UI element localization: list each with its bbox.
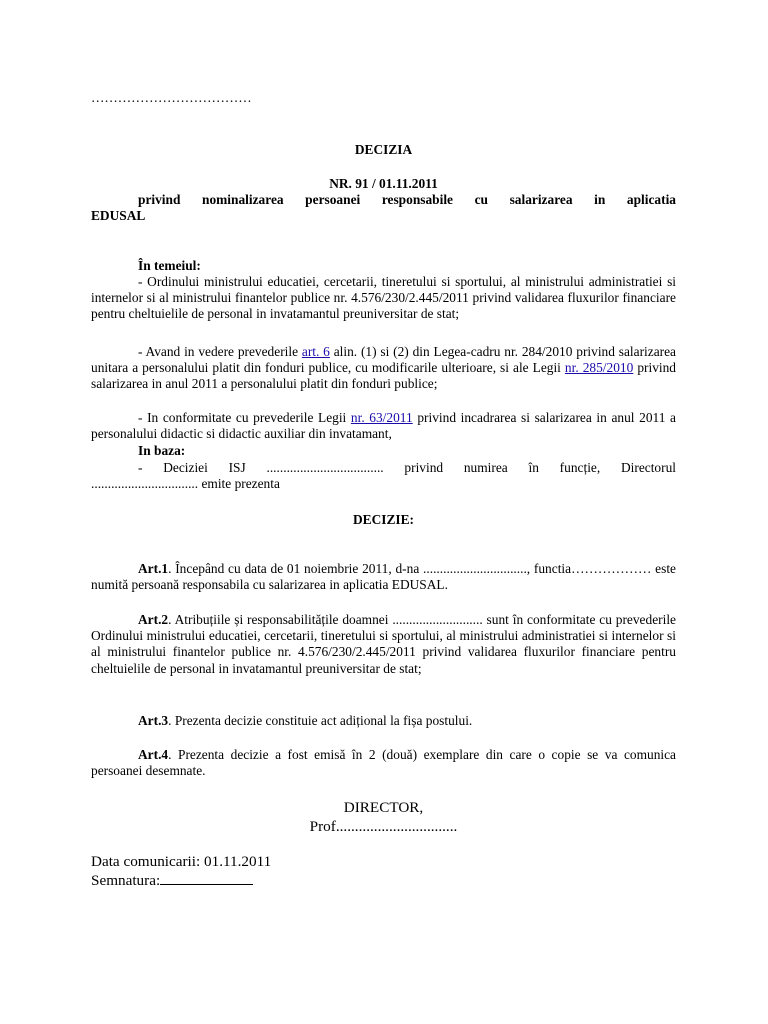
paragraph-legea-cadru [91,344,676,393]
paragraph-ordinul [91,274,676,323]
paragraph-legea-63-b: privind incadrarea si salarizarea in anul 2011 a personalului didactic si didactic auxiliar din invatamant, [91,410,676,442]
link-art-6[interactable]: art. 6 [301,344,330,359]
decision-number: NR. 91 / 01.11.2011 [329,176,438,191]
paragraph-legea-cadru-a: - Avand in vedere prevederile [138,344,302,359]
article-1-label: Art.1 [138,561,169,576]
director-label: DIRECTOR, [343,799,424,816]
paragraph-decizia-isj [91,460,676,492]
article-3-label: Art.3 [138,713,169,728]
semnatura-label: Semnatura: [91,872,161,889]
article-2-label: Art.2 [138,612,169,627]
paragraph-decizia-isj-line-1: - Deciziei ISJ ................................... privind numirea în funcție, Directorul [138,460,676,475]
header-dots: ……………………………… [91,90,252,105]
baza-label: In baza: [138,443,186,458]
paragraph-legea-cadru-b: alin. (1) si (2) din Legea-cadru nr. 284/2010 privind salarizarea unitara a personalului platit din fonduri publice, cu modificarile ulterioare, si ale Legii [91,344,676,376]
semnatura-line [91,871,676,890]
paragraph-legea-63 [91,410,676,442]
document-title: DECIZIA [354,142,413,157]
article-4-text: . Prezenta decizie a fost emisă în 2 (două) exemplare din care o copie se va comunica persoanei desemnate. [91,747,676,779]
article-3-text: . Prezenta decizie constituie act adițional la fișa postului. [168,713,473,728]
paragraph-legea-cadru-c: privind salarizarea in anul 2011 a personalului platit din fonduri publice; [91,360,676,392]
article-4-label: Art.4 [138,747,169,762]
temei-label: În temeiul: [138,258,201,273]
article-1-text: . Începând cu data de 01 noiembrie 2011, d-na ..............................., functia……………… este numită persoană responsabila cu salarizarea in aplicatia EDUSAL. [91,561,676,593]
director-prof-line: Prof................................ [309,818,458,835]
paragraph-decizia-isj-line-2: ................................ emite prezenta [91,476,280,492]
paragraph-legea-63-a: - In conformitate cu prevederile Legii [138,410,351,425]
link-nr-63-2011[interactable]: nr. 63/2011 [350,410,413,425]
article-3 [91,713,676,729]
data-comunicarii: Data comunicarii: 01.11.2011 [91,853,272,870]
decision-subject [91,192,676,224]
paragraph-ordinul-text: - Ordinului ministrului educatiei, cercetarii, tineretului si sportului, al ministrului administratiei si internelor si al ministrului finantelor publice nr. 4.576/230/2.445/2011 privind validarea fluxurilor financiare pentru cheltuielile de personal in invatamantul preuniversitar de stat; [91,274,676,322]
article-4 [91,747,676,779]
subject-line-2: EDUSAL [91,208,146,224]
signature-blank-line[interactable] [160,871,253,885]
article-2 [91,612,676,677]
link-nr-285-2010[interactable]: nr. 285/2010 [564,360,634,376]
decizie-heading: DECIZIE: [352,512,415,527]
article-2-text: . Atribuțiile și responsabilitățile doamnei ........................... sunt în conformitate cu prevederile Ordinului ministrului educatiei, cercetarii, tineretului si sportului, al ministrului administratiei si internelor si al ministrului finantelor publice nr. 4.576/230/2.445/2011 privind validarea fluxurilor financiare pentru cheltuielile de personal in invatamantul preuniversitar de stat; [91,612,676,676]
subject-line-1: privind nominalizarea persoanei responsabile cu salarizarea in aplicatia [138,192,676,207]
article-1 [91,561,676,593]
